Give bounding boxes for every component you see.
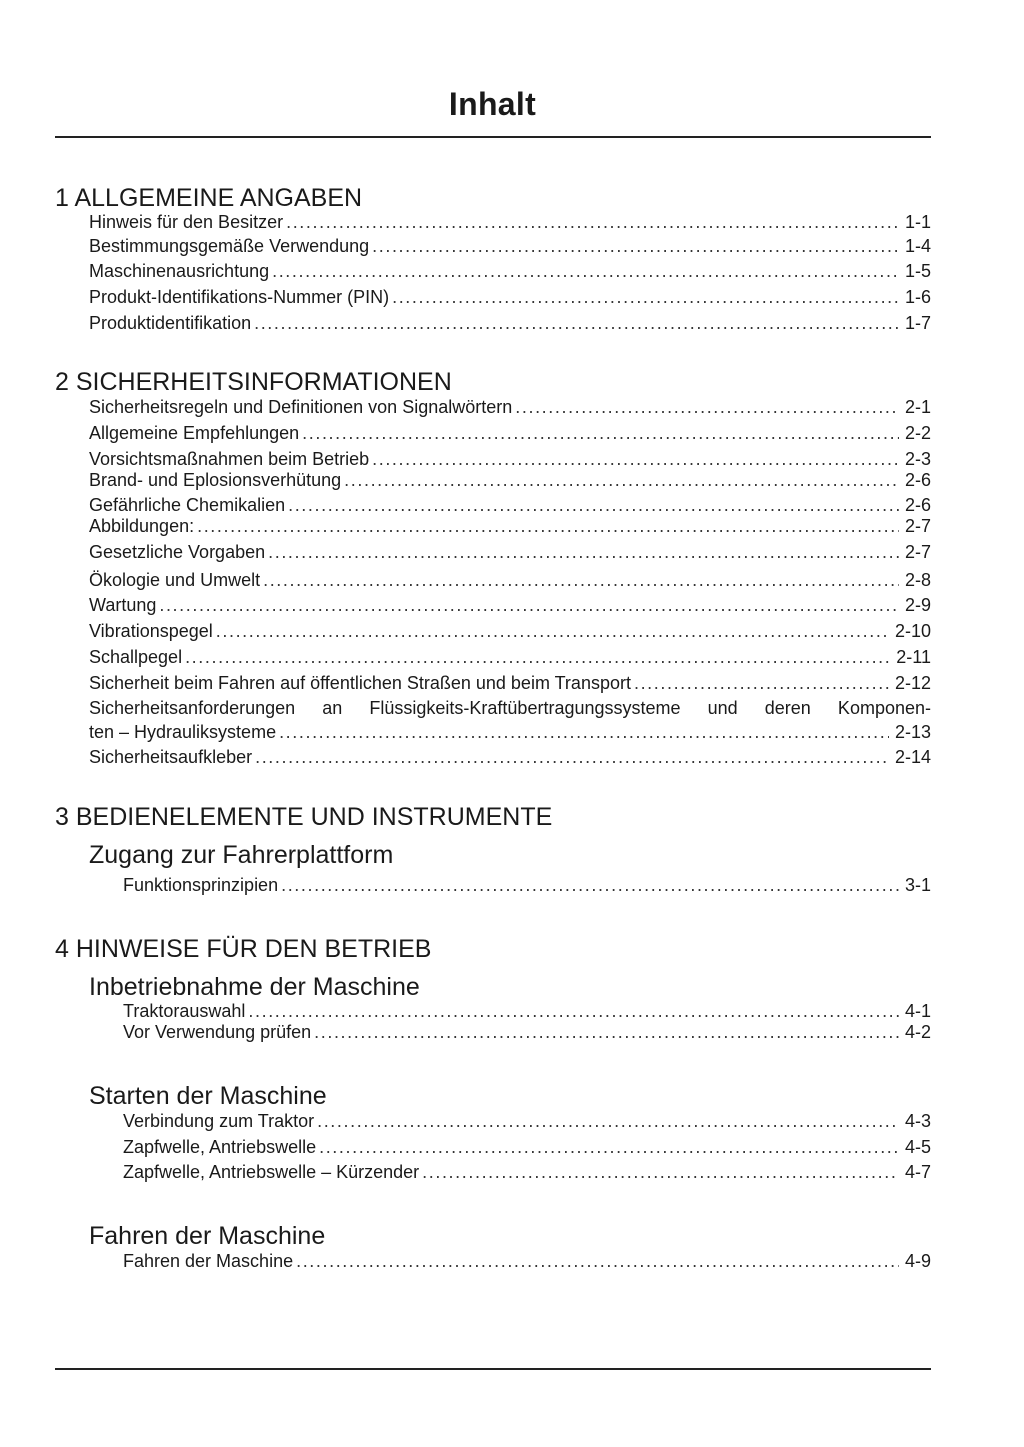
toc-entry-page: 1-4 (904, 236, 931, 256)
toc-entry-text: Maschinenausrichtung (89, 261, 270, 281)
toc-entry[interactable] (89, 448, 931, 470)
leader-dots (268, 541, 899, 563)
leader-dots (422, 1161, 899, 1183)
toc-entry[interactable] (89, 515, 931, 537)
toc-entry-page: 2-8 (904, 570, 931, 590)
toc-entry-page: 4-2 (904, 1022, 931, 1042)
toc-entry-text: Funktionsprinzipien (123, 875, 279, 895)
toc-entry-text: Produktidentifikation (89, 313, 252, 333)
leader-dots (159, 594, 899, 616)
toc-entry[interactable] (89, 260, 931, 282)
leader-dots (185, 646, 890, 668)
leader-dots (255, 746, 889, 768)
toc-entry[interactable] (123, 1021, 931, 1043)
chapter-4-heading: 4 HINWEISE FÜR DEN BETRIEB (55, 935, 432, 963)
toc-entry[interactable] (89, 312, 931, 334)
chapter-2-heading: 2 SICHERHEITSINFORMATIONEN (55, 368, 452, 396)
toc-entry-text: Gefährliche Chemikalien (89, 495, 286, 515)
toc-entry-text: Produkt-Identifikations-Nummer (PIN) (89, 287, 390, 307)
toc-entry[interactable] (123, 1136, 931, 1158)
toc-entry-text: Bestimmungsgemäße Verwendung (89, 236, 370, 256)
toc-entry[interactable] (89, 746, 931, 768)
leader-dots (344, 469, 899, 491)
toc-entry[interactable] (89, 672, 931, 694)
leader-dots (314, 1021, 899, 1043)
toc-entry-text: Gesetzliche Vorgaben (89, 542, 266, 562)
toc-entry-page: 2-12 (894, 673, 931, 693)
toc-entry-page: 2-13 (894, 722, 931, 742)
toc-entry[interactable] (89, 396, 931, 418)
toc-entry-page: 4-5 (904, 1137, 931, 1157)
page-title: Inhalt (448, 86, 537, 122)
toc-entry-page: 2-1 (904, 397, 931, 417)
toc-entry-text: Abbildungen: (89, 516, 195, 536)
toc-entry-page: 4-9 (904, 1251, 931, 1271)
toc-entry-text: Vor Verwendung prüfen (123, 1022, 312, 1042)
toc-entry[interactable] (123, 1110, 931, 1132)
toc-entry[interactable] (89, 494, 931, 516)
leader-dots (288, 494, 899, 516)
leader-dots (254, 312, 899, 334)
section-heading: Starten der Maschine (89, 1082, 327, 1110)
toc-entry[interactable] (89, 469, 931, 491)
toc-entry-text: Sicherheit beim Fahren auf öffentlichen Straßen und beim Transport (89, 673, 631, 693)
bottom-divider (55, 1368, 931, 1370)
section-heading: Zugang zur Fahrerplattform (89, 841, 394, 869)
toc-entry-page: 2-3 (904, 449, 931, 469)
toc-entry-page: 2-14 (894, 747, 931, 767)
toc-entry-page: 2-6 (904, 470, 931, 490)
toc-entry-page: 2-10 (894, 621, 931, 641)
toc-entry[interactable] (89, 594, 931, 616)
leader-dots (392, 286, 899, 308)
toc-entry[interactable] (89, 286, 931, 308)
toc-entry[interactable] (89, 235, 931, 257)
toc-entry-text: Verbindung zum Traktor (123, 1111, 315, 1131)
leader-dots (296, 1250, 899, 1272)
toc-entry[interactable] (89, 569, 931, 591)
leader-dots (263, 569, 899, 591)
leader-dots (302, 422, 899, 444)
toc-entry[interactable] (123, 1250, 931, 1272)
toc-entry-text: Vorsichtsmaßnahmen beim Betrieb (89, 449, 370, 469)
leader-dots (317, 1110, 899, 1132)
toc-entry[interactable] (123, 874, 931, 896)
toc-entry[interactable] (89, 620, 931, 642)
leader-dots (372, 235, 899, 257)
chapter-3-heading: 3 BEDIENELEMENTE UND INSTRUMENTE (55, 803, 553, 831)
toc-entry-page: 4-1 (904, 1001, 931, 1021)
toc-entry-page: 2-6 (904, 495, 931, 515)
toc-entry-page: 1-1 (904, 212, 931, 232)
toc-entry-page: 3-1 (904, 875, 931, 895)
toc-entry-text-line1: Sicherheitsanforderungen an Flüssigkeits-Kraftübertragungssysteme und deren Komponen- (89, 698, 931, 718)
section-heading: Inbetriebnahme der Maschine (89, 973, 420, 1001)
toc-entry-text: ten – Hydrauliksysteme (89, 722, 277, 742)
top-divider (55, 136, 931, 138)
section-heading: Fahren der Maschine (89, 1222, 326, 1250)
toc-entry-text: Sicherheitsregeln und Definitionen von Signalwörtern (89, 397, 513, 417)
leader-dots (319, 1136, 899, 1158)
toc-entry-page: 2-11 (896, 647, 931, 667)
toc-entry-text: Zapfwelle, Antriebswelle – Kürzender (123, 1162, 420, 1182)
chapter-1-heading: 1 ALLGEMEINE ANGABEN (55, 184, 363, 212)
toc-entry-text: Brand- und Eplosionsverhütung (89, 470, 342, 490)
toc-entry-text: Traktorauswahl (123, 1001, 246, 1021)
leader-dots (272, 260, 899, 282)
toc-entry-text: Vibrationspegel (89, 621, 213, 641)
leader-dots (279, 721, 889, 743)
leader-dots (248, 1000, 899, 1022)
leader-dots (197, 515, 899, 537)
toc-entry[interactable] (89, 646, 931, 668)
leader-dots (216, 620, 889, 642)
toc-entry-text: Allgemeine Empfehlungen (89, 423, 300, 443)
toc-entry-text: Sicherheitsaufkleber (89, 747, 253, 767)
leader-dots (372, 448, 899, 470)
leader-dots (286, 211, 899, 233)
toc-entry-text: Wartung (89, 595, 157, 615)
toc-entry-text: Ökologie und Umwelt (89, 570, 261, 590)
leader-dots (281, 874, 899, 896)
toc-entry[interactable] (89, 721, 931, 743)
toc-entry-page: 2-9 (904, 595, 931, 615)
toc-entry-text: Zapfwelle, Antriebswelle (123, 1137, 317, 1157)
toc-entry-text: Schallpegel (89, 647, 183, 667)
toc-entry[interactable] (123, 1000, 931, 1022)
toc-entry-text: Fahren der Maschine (123, 1251, 294, 1271)
toc-entry-text: Hinweis für den Besitzer (89, 212, 284, 232)
toc-entry-page: 2-7 (904, 542, 931, 562)
toc-entry-page: 1-6 (904, 287, 931, 307)
toc-entry[interactable] (89, 211, 931, 233)
toc-entry-page: 4-7 (904, 1162, 931, 1182)
toc-entry-page: 2-2 (904, 423, 931, 443)
leader-dots (515, 396, 899, 418)
toc-entry-page: 2-7 (904, 516, 931, 536)
leader-dots (634, 672, 889, 694)
toc-entry-page: 1-7 (904, 313, 931, 333)
toc-entry[interactable] (89, 422, 931, 444)
toc-entry[interactable] (123, 1161, 931, 1183)
toc-entry-page: 1-5 (904, 261, 931, 281)
toc-entry[interactable] (89, 541, 931, 563)
toc-entry-page: 4-3 (904, 1111, 931, 1131)
